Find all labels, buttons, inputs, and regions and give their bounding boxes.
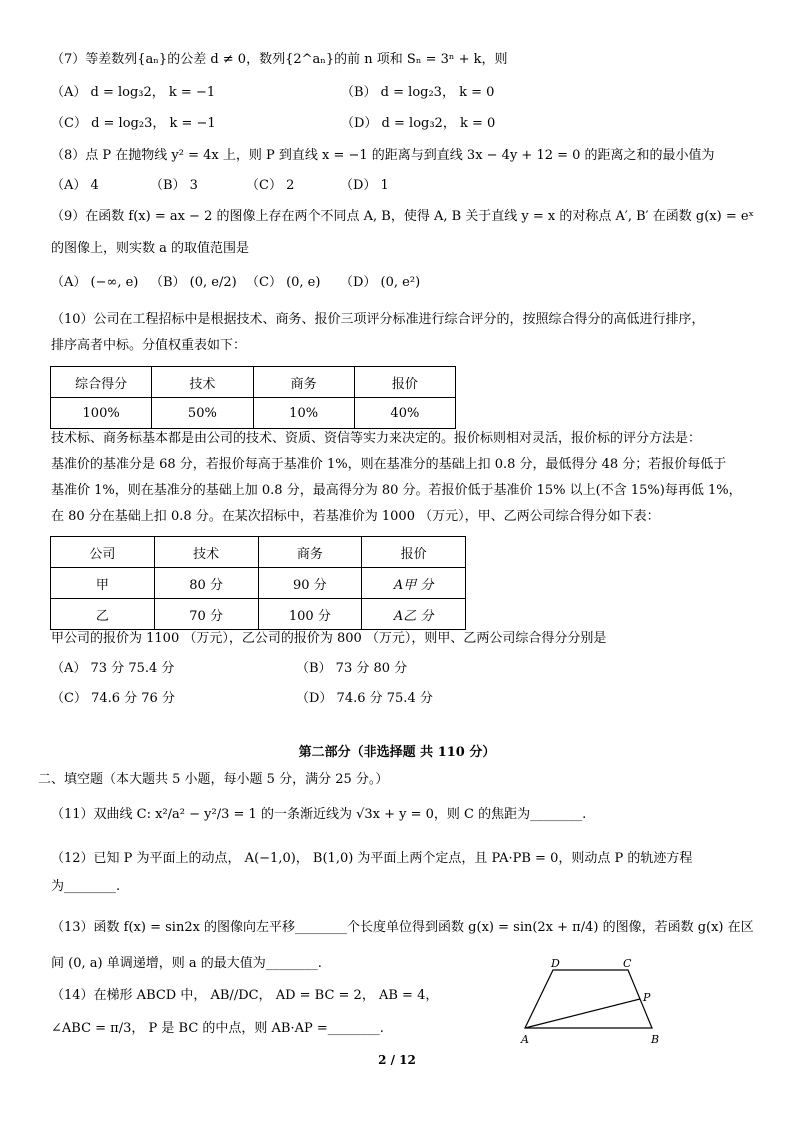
trapezoid-outline — [525, 970, 652, 1028]
trapezoid-figure — [515, 955, 675, 1047]
q10-rule-line4: 在 80 分在基础上扣 0.8 分。在某次招标中，若基准价为 1000 （万元），甲、乙两公司综合得分如下表： — [51, 509, 660, 524]
q10-question: 甲公司的报价为 1100 （万元），乙公司的报价为 800 （万元），则甲、乙两公司综合得分分别是 — [51, 631, 607, 646]
part2-title: 第二部分（非选择题 共 110 分） — [298, 745, 496, 760]
score-table-row — [51, 599, 466, 630]
score-cell: 80 分 — [154, 568, 258, 599]
score-cell: A甲 分 — [362, 568, 466, 599]
weight-header-cell: 商务 — [253, 367, 354, 398]
weight-table-header — [51, 367, 456, 398]
weight-table-row — [51, 398, 456, 429]
weight-cell: 40% — [354, 398, 455, 429]
weight-cell: 50% — [152, 398, 253, 429]
weight-table — [50, 366, 456, 429]
q9-stem-line2: 的图像上，则实数 a 的取值范围是 — [51, 241, 250, 256]
score-header-cell: 公司 — [51, 537, 155, 568]
q8-stem: （8）点 P 在抛物线 y² = 4x 上，则 P 到直线 x = −1 的距离与到直线 3x − 4y + 12 = 0 的距离之和的最小值为 — [51, 148, 715, 163]
q7-option-d: （D） d = log₃2， k = 0 — [341, 116, 496, 131]
q9-option-b: （B） (0, e/2) — [150, 275, 237, 290]
label-p: P — [643, 991, 651, 1004]
weight-cell: 100% — [51, 398, 152, 429]
q13-line2: 间 (0, a) 单调递增，则 a 的最大值为________. — [51, 956, 322, 971]
q10-option-c: （C） 74.6 分 76 分 — [51, 691, 175, 706]
q10-rule-line1: 技术标、商务标基本都是由公司的技术、资质、资信等实力来决定的。报价标则相对灵活，报价标的评分方法是： — [51, 431, 702, 446]
q8-option-b: （B） 3 — [150, 178, 198, 193]
q12-line1: （12）已知 P 为平面上的动点， A(−1,0)， B(1,0) 为平面上两个定点，且 PA·PB = 0，则动点 P 的轨迹方程 — [51, 851, 693, 866]
q9-option-d: （D） (0, e²) — [340, 275, 421, 290]
q12-line2: 为________. — [51, 879, 121, 894]
score-cell: 乙 — [51, 599, 155, 630]
label-b: B — [651, 1033, 660, 1046]
score-header-cell: 商务 — [258, 537, 362, 568]
q9-option-c: （C） (0, e) — [246, 275, 321, 290]
q10-intro-line1: （10）公司在工程招标中是根据技术、商务、报价三项评分标准进行综合评分的，按照综合得分的高低进行排序， — [51, 312, 705, 327]
score-table-row — [51, 568, 466, 599]
weight-cell: 10% — [253, 398, 354, 429]
score-cell: 90 分 — [258, 568, 362, 599]
q7-option-c: （C） d = log₂3， k = −1 — [51, 116, 216, 131]
score-cell: A乙 分 — [362, 599, 466, 630]
q10-intro-line2: 排序高者中标。分值权重表如下： — [51, 338, 247, 353]
q14-line1: （14）在梯形 ABCD 中， AB//DC， AD = BC = 2， AB = 4， — [51, 988, 439, 1003]
q10-option-d: （D） 74.6 分 75.4 分 — [296, 691, 433, 706]
page-number: 2 / 12 — [378, 1053, 416, 1067]
q10-option-a: （A） 73 分 75.4 分 — [51, 661, 175, 676]
q10-rule-line2: 基准价的基准分是 68 分，若报价每高于基准价 1%，则在基准分的基础上扣 0.8 分，最低得分 48 分；若报价每低于 — [51, 457, 727, 472]
score-table — [50, 536, 466, 630]
weight-header-cell: 技术 — [152, 367, 253, 398]
weight-header-cell: 报价 — [354, 367, 455, 398]
weight-header-cell: 综合得分 — [51, 367, 152, 398]
fill-in-intro: 二、填空题（本大题共 5 小题，每小题 5 分，满分 25 分。） — [38, 772, 389, 787]
score-cell: 甲 — [51, 568, 155, 599]
q9-stem-line1: （9）在函数 f(x) = ax − 2 的图像上存在两个不同点 A, B，使得 A, B 关于直线 y = x 的对称点 A′, B′ 在函数 g(x) = eˣ — [51, 209, 755, 224]
label-d: D — [551, 957, 560, 970]
score-header-cell: 报价 — [362, 537, 466, 568]
segment-ap — [525, 999, 640, 1028]
score-cell: 70 分 — [154, 599, 258, 630]
q8-option-d: （D） 1 — [340, 178, 389, 193]
label-c: C — [623, 957, 632, 970]
score-cell: 100 分 — [258, 599, 362, 630]
q7-stem: （7）等差数列{aₙ}的公差 d ≠ 0，数列{2^aₙ}的前 n 项和 Sₙ = 3ⁿ + k，则 — [51, 52, 508, 67]
q13-line1: （13）函数 f(x) = sin2x 的图像向左平移________个长度单位得到函数 g(x) = sin(2x + π/4) 的图像，若函数 g(x) 在区 — [51, 920, 754, 935]
q14-line2: ∠ABC = π/3， P 是 BC 的中点，则 AB·AP =________. — [51, 1021, 384, 1036]
q11-text: （11）双曲线 C: x²/a² − y²/3 = 1 的一条渐近线为 √3x + y = 0，则 C 的焦距为________. — [51, 807, 587, 822]
q10-rule-line3: 基准价 1%，则在基准分的基础上加 0.8 分，最高得分为 80 分。若报价低于基准价 15% 以上(不含 15%)每再低 1%， — [51, 483, 742, 498]
q7-option-b: （B） d = log₂3， k = 0 — [341, 85, 495, 100]
label-a: A — [521, 1033, 529, 1046]
score-table-header — [51, 537, 466, 568]
q8-option-a: （A） 4 — [51, 178, 99, 193]
q7-option-a: （A） d = log₃2， k = −1 — [51, 85, 216, 100]
q10-option-b: （B） 73 分 80 分 — [296, 661, 408, 676]
q9-option-a: （A） (−∞, e) — [51, 275, 139, 290]
q8-option-c: （C） 2 — [246, 178, 295, 193]
score-header-cell: 技术 — [154, 537, 258, 568]
